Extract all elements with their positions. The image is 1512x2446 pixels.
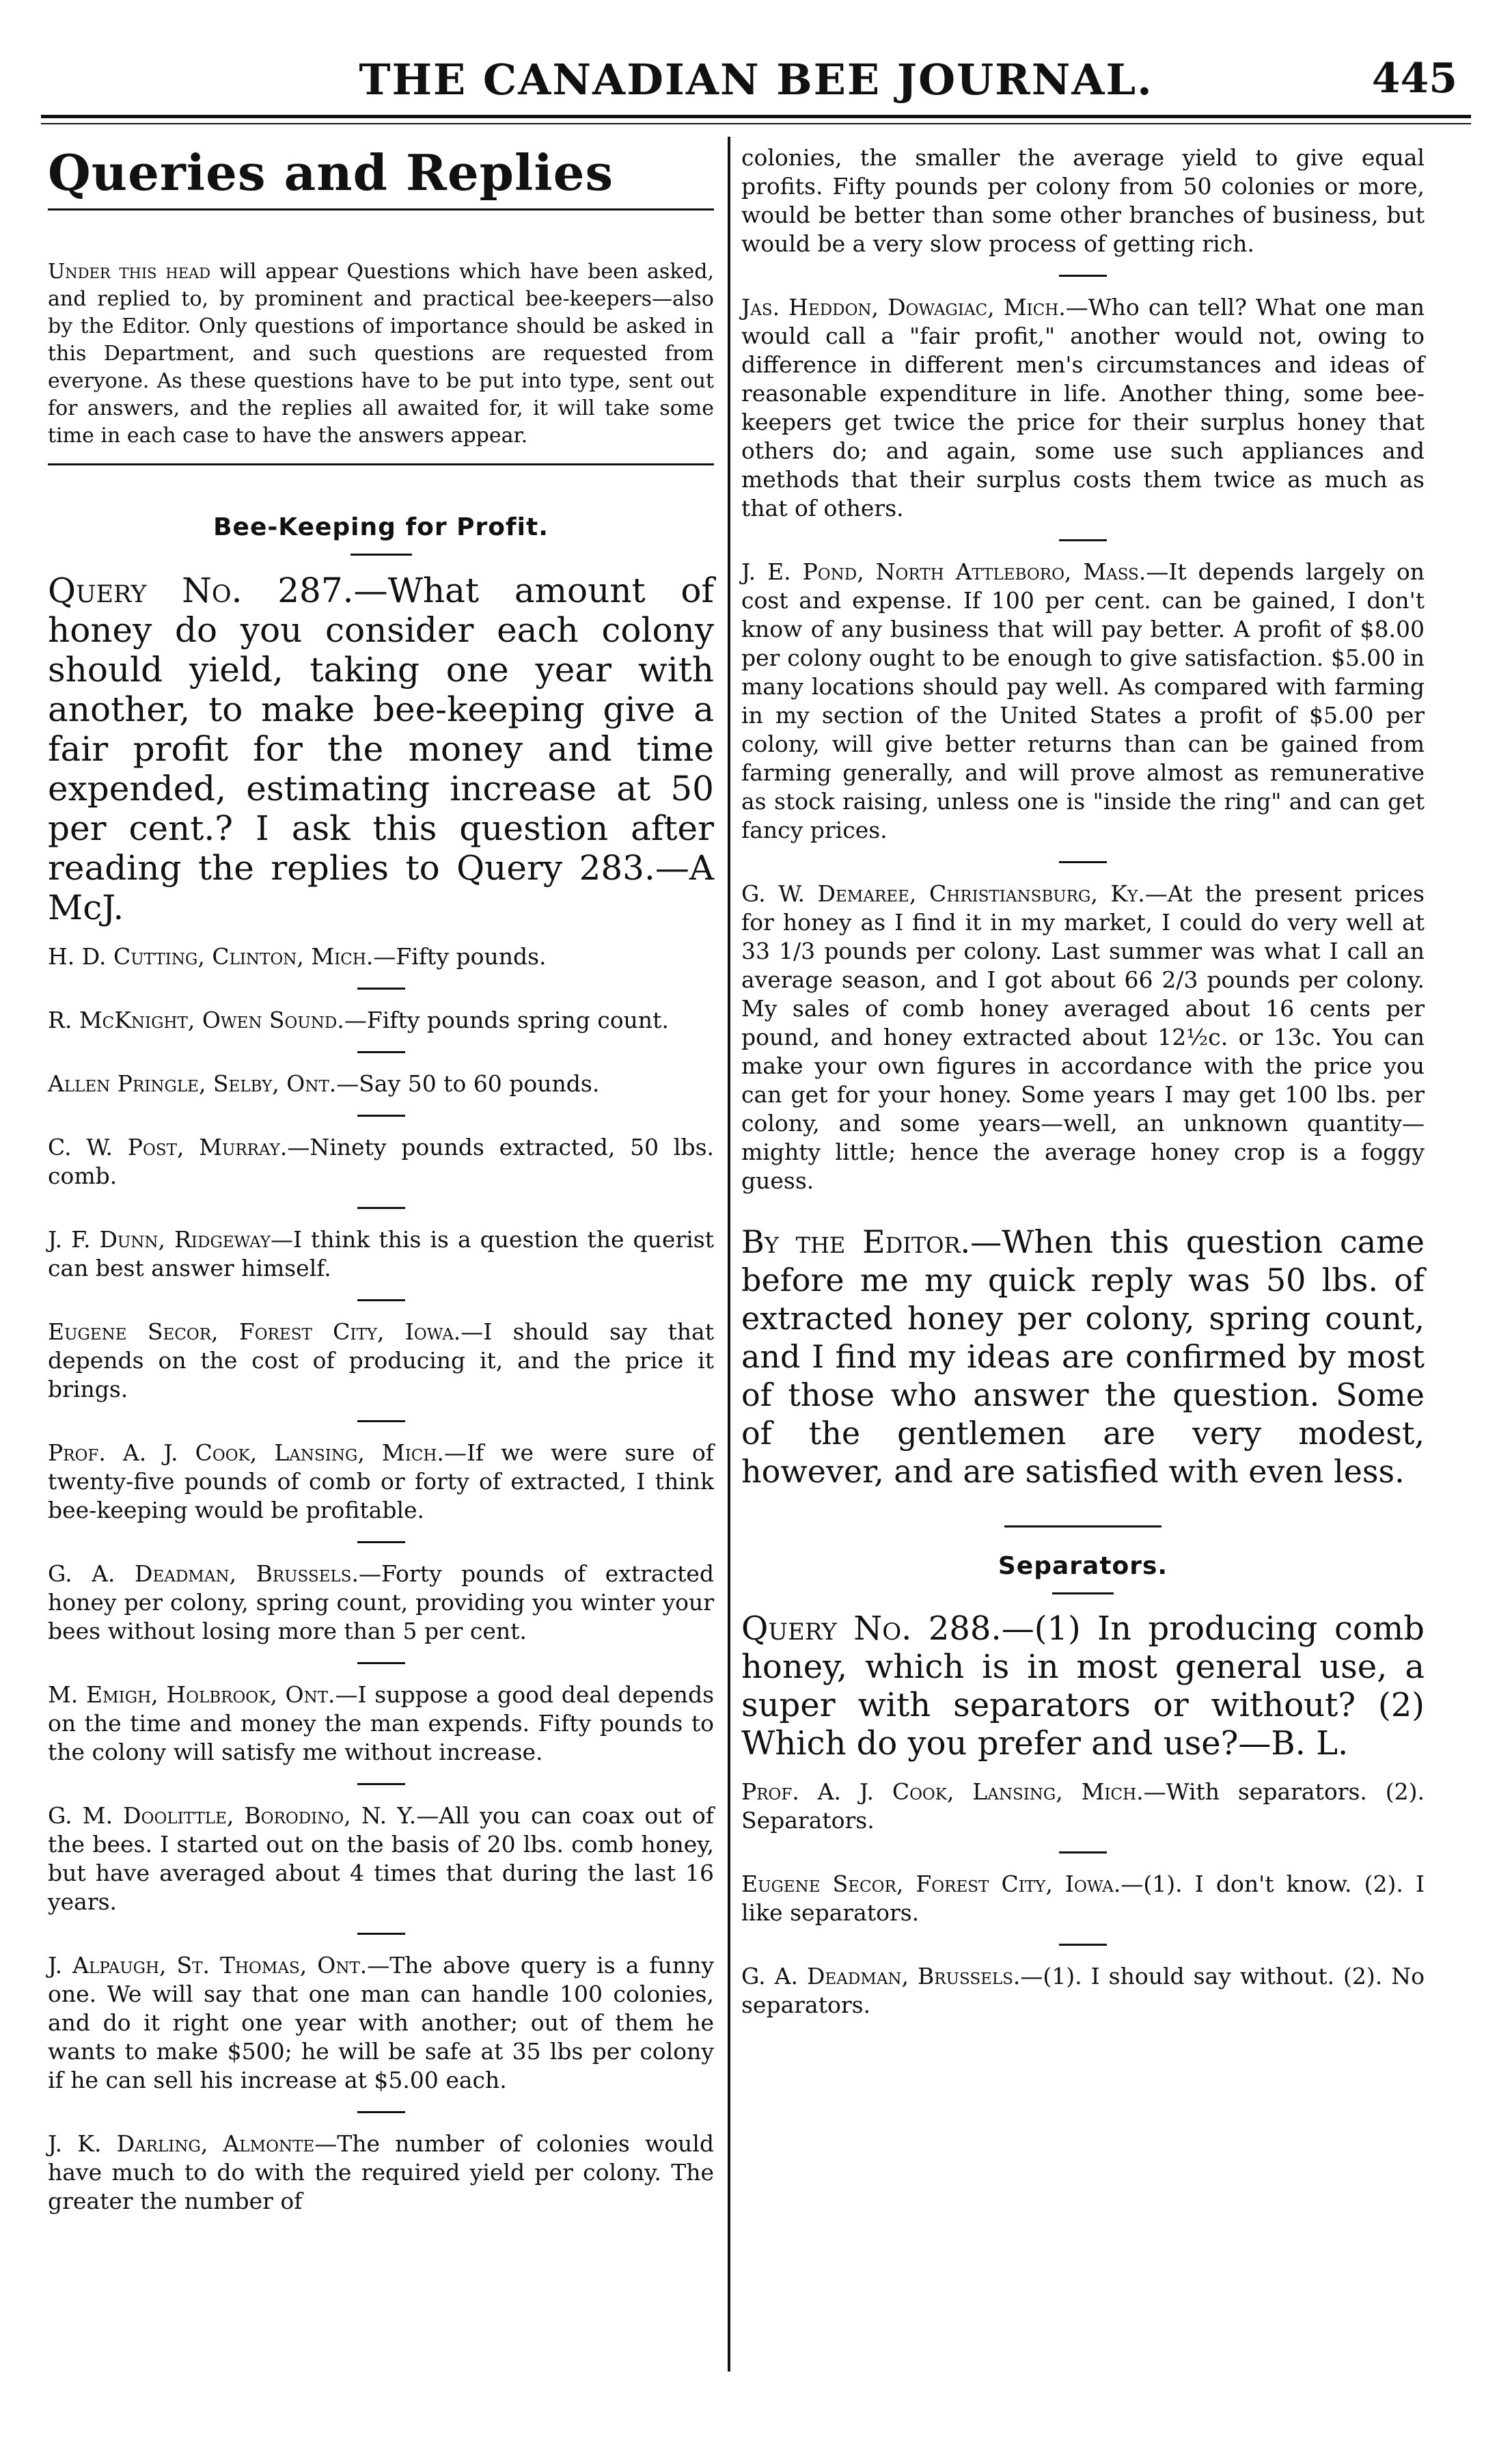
section-heading: Queries and Replies xyxy=(48,144,614,202)
reply-paragraph xyxy=(48,1951,714,2095)
continuation-text: colonies, the smaller the average yield to give equal profits. Fifty pounds per colony from 50 colonies or more, would be better than some other branches of business, but would be a very slow process of getting rich. xyxy=(741,144,1425,257)
left-column xyxy=(48,144,714,2216)
reply-author: J. K. Darling, Almonte xyxy=(48,2130,315,2157)
query-label: Query No. 288. xyxy=(741,1609,1002,1648)
ornament-line xyxy=(1004,1525,1162,1527)
reply-paragraph xyxy=(48,1439,714,1525)
reply-author: H. D. Cutting, Clinton, Mich. xyxy=(48,943,374,970)
journal-title: THE CANADIAN BEE JOURNAL. xyxy=(359,55,1153,105)
reply-paragraph xyxy=(48,1681,714,1767)
reply-list xyxy=(741,1778,1425,2020)
editor-label: By the Editor. xyxy=(741,1223,971,1260)
reply-separator xyxy=(357,988,405,990)
reply-author: Allen Pringle, Selby, Ont. xyxy=(48,1070,337,1097)
reply-text: —Fifty pounds spring count. xyxy=(344,1007,669,1033)
reply-separator xyxy=(357,2111,405,2113)
reply-separator xyxy=(357,1115,405,1117)
reply-text: —At the present prices for honey as I find it in my market, I could do very well at 33 1/3 pounds per colony. Last summer was what I call an average season, and I got about 66 2/3 pounds per colony. My sales of comb honey averaged about 16 cents per pound, and honey extracted about 12½c. or 13c. You can make your own figures in accordance with the price you can get for your honey. Some years I may get 100 lbs. per colony, and some years—well, an unknown quantity—mighty little; hence the average honey crop is a foggy guess. xyxy=(741,880,1425,1194)
intro-body: will appear Questions which have been asked, and replied to, by prominent and practical bee-keepers—also by the Editor. Only questions of importance should be asked in this Department, and such questions are requested from everyone. As these questions have to be put into type, sent out for answers, and the replies all awaited for, it will take some time in each case to have the answers appear. xyxy=(48,260,714,448)
editor-reply xyxy=(741,1223,1425,1491)
header-rule-thin xyxy=(41,123,1471,124)
reply-author: Eugene Secor, Forest City, Iowa. xyxy=(48,1318,461,1345)
intro-paragraph xyxy=(48,258,714,450)
running-head xyxy=(41,41,1471,116)
reply-separator xyxy=(357,1662,405,1664)
reply-paragraph xyxy=(741,558,1425,845)
reply-paragraph xyxy=(741,1778,1425,1835)
reply-author: M. Emigh, Holbrook, Ont. xyxy=(48,1681,335,1708)
reply-text: —The number of colonies would have much to do with the required yield per colony. The greater the number of xyxy=(48,2130,714,2214)
reply-author: Prof. A. J. Cook, Lansing, Mich. xyxy=(741,1778,1144,1805)
column-divider xyxy=(728,137,730,2372)
reply-text: —All you can coax out of the bees. I started out on the basis of 20 lbs. comb honey, but have averaged about 4 times that during the last 16 years. xyxy=(48,1802,714,1915)
reply-list xyxy=(741,275,1425,1195)
reply-author: J. F. Dunn, Ridgeway xyxy=(48,1226,271,1253)
reply-text: —Forty pounds of extracted honey per colony, spring count, providing you winter your bees without losing more than 5 per cent. xyxy=(48,1560,714,1644)
query-288 xyxy=(741,1609,1425,1763)
section-rule xyxy=(48,208,714,210)
query-label: Query No. 287. xyxy=(48,571,354,610)
reply-separator xyxy=(1059,275,1107,277)
right-column xyxy=(741,144,1425,2020)
reply-author: R. McKnight, Owen Sound. xyxy=(48,1007,344,1033)
query-body: —(1) In producing comb honey, which is in most general use, a super with separators or without? (2) Which do you prefer and use?—B. L. xyxy=(741,1609,1425,1763)
editor-body: —When this question came before me my quick reply was 50 lbs. of extracted honey per colony, spring count, and I find my ideas are confirmed by most of those who answer the question. Some of the gentlemen are very modest, however, and are satisfied with even less. xyxy=(741,1223,1425,1490)
reply-paragraph xyxy=(48,942,714,971)
reply-text: —I think this is a question the querist can best answer himself. xyxy=(48,1226,714,1281)
reply-author: G. A. Deadman, Brussels. xyxy=(48,1560,359,1587)
subsection-rule xyxy=(1052,1592,1114,1594)
reply-separator xyxy=(357,1783,405,1785)
ornament-divider xyxy=(741,1511,1425,1538)
page-number: 445 xyxy=(1371,55,1457,103)
reply-paragraph xyxy=(48,2130,714,2216)
reply-text: —Fifty pounds. xyxy=(373,943,547,970)
reply-text: —It depends largely on cost and expense. If 100 per cent. can be gained, I don't know of any business that will pay better. A profit of $8.00 per colony ought to be enough to give satisfaction. $5.00 in many locations should pay well. As compared with farming in my section of the United States a profit of $5.00 per colony, will give better returns than can be gained from farming generally, and will prove almost as remunerative as stock raising, unless one is "inside the ring" and can get fancy prices. xyxy=(741,558,1425,843)
reply-list xyxy=(48,942,714,2216)
reply-separator xyxy=(1059,1851,1107,1853)
reply-separator xyxy=(1059,861,1107,863)
reply-text: —If we were sure of twenty-five pounds of comb or forty of extracted, I think bee-keeping would be profitable. xyxy=(48,1439,715,1523)
reply-paragraph xyxy=(48,1006,714,1035)
reply-paragraph xyxy=(48,1318,714,1404)
reply-text: —(1). I should say without. (2). No separators. xyxy=(741,1963,1425,2018)
reply-paragraph xyxy=(741,1962,1425,2020)
subsection-title: Separators. xyxy=(998,1552,1168,1580)
reply-separator xyxy=(357,1541,405,1543)
reply-separator xyxy=(1059,1944,1107,1946)
reply-text: —Say 50 to 60 pounds. xyxy=(336,1070,600,1097)
reply-text: —I should say that depends on the cost of producing it, and the price it brings. xyxy=(48,1318,714,1402)
reply-text: —(1). I don't know. (2). I like separators. xyxy=(741,1871,1425,1926)
intro-rule xyxy=(48,463,714,465)
reply-author: G. A. Deadman, Brussels. xyxy=(741,1963,1021,1989)
reply-separator xyxy=(357,1420,405,1422)
reply-author: J. Alpaugh, St. Thomas, Ont. xyxy=(48,1952,368,1979)
query-body: —What amount of honey do you consider each colony should yield, taking one year with another, to make bee-keeping give a fair profit for the money and time expended, estimating increase at 50 per cent.? I ask this question after reading the replies to Query 283.—A McJ. xyxy=(48,571,714,927)
reply-separator xyxy=(357,1207,405,1209)
reply-paragraph xyxy=(48,1070,714,1098)
reply-author: J. E. Pond, North Attleboro, Mass. xyxy=(741,558,1146,585)
reply-author: Eugene Secor, Forest City, Iowa. xyxy=(741,1871,1121,1897)
reply-author: G. M. Doolittle, Borodino, N. Y. xyxy=(48,1802,417,1829)
reply-text: —Who can tell? What one man would call a "fair profit," another would not, owing to difference in different men's circumstances and ideas of reasonable expenditure in life. Another thing, some bee-keepers get twice the price for their surplus honey that others do; and again, some use such appliances and methods that their surplus costs them twice as much as that of others. xyxy=(741,294,1425,521)
reply-author: Jas. Heddon, Dowagiac, Mich. xyxy=(741,294,1066,321)
reply-separator xyxy=(357,1933,405,1935)
reply-text: —I suppose a good deal depends on the time and money the man expends. Fifty pounds to the colony will satisfy me without increase. xyxy=(48,1681,714,1765)
reply-paragraph xyxy=(48,1133,714,1191)
reply-author: C. W. Post, Murray. xyxy=(48,1134,288,1160)
reply-author: G. W. Demaree, Christiansburg, Ky. xyxy=(741,880,1145,907)
header-rule xyxy=(41,115,1471,118)
reply-author: Prof. A. J. Cook, Lansing, Mich. xyxy=(48,1439,444,1466)
reply-paragraph xyxy=(48,1560,714,1646)
reply-separator xyxy=(357,1051,405,1053)
reply-text: —Ninety pounds extracted, 50 lbs. comb. xyxy=(48,1134,714,1189)
subsection-title: Bee-Keeping for Profit. xyxy=(213,513,549,541)
reply-paragraph xyxy=(48,1225,714,1283)
reply-paragraph xyxy=(48,1802,714,1916)
reply-paragraph xyxy=(741,1870,1425,1927)
intro-lead: Under this head xyxy=(48,260,211,284)
reply-separator xyxy=(1059,539,1107,541)
reply-paragraph xyxy=(741,880,1425,1195)
reply-text: —The above query is a funny one. We will say that one man can handle 100 colonies, and do it right one year with another; out of them he wants to make $500; he will be safe at 35 lbs per colony if he can sell his increase at $5.00 each. xyxy=(48,1952,715,2093)
reply-separator xyxy=(357,1299,405,1301)
subsection-rule xyxy=(350,554,412,556)
query-287 xyxy=(48,571,714,927)
reply-paragraph xyxy=(741,293,1425,523)
reply-text: —With separators. (2). Separators. xyxy=(741,1778,1425,1834)
